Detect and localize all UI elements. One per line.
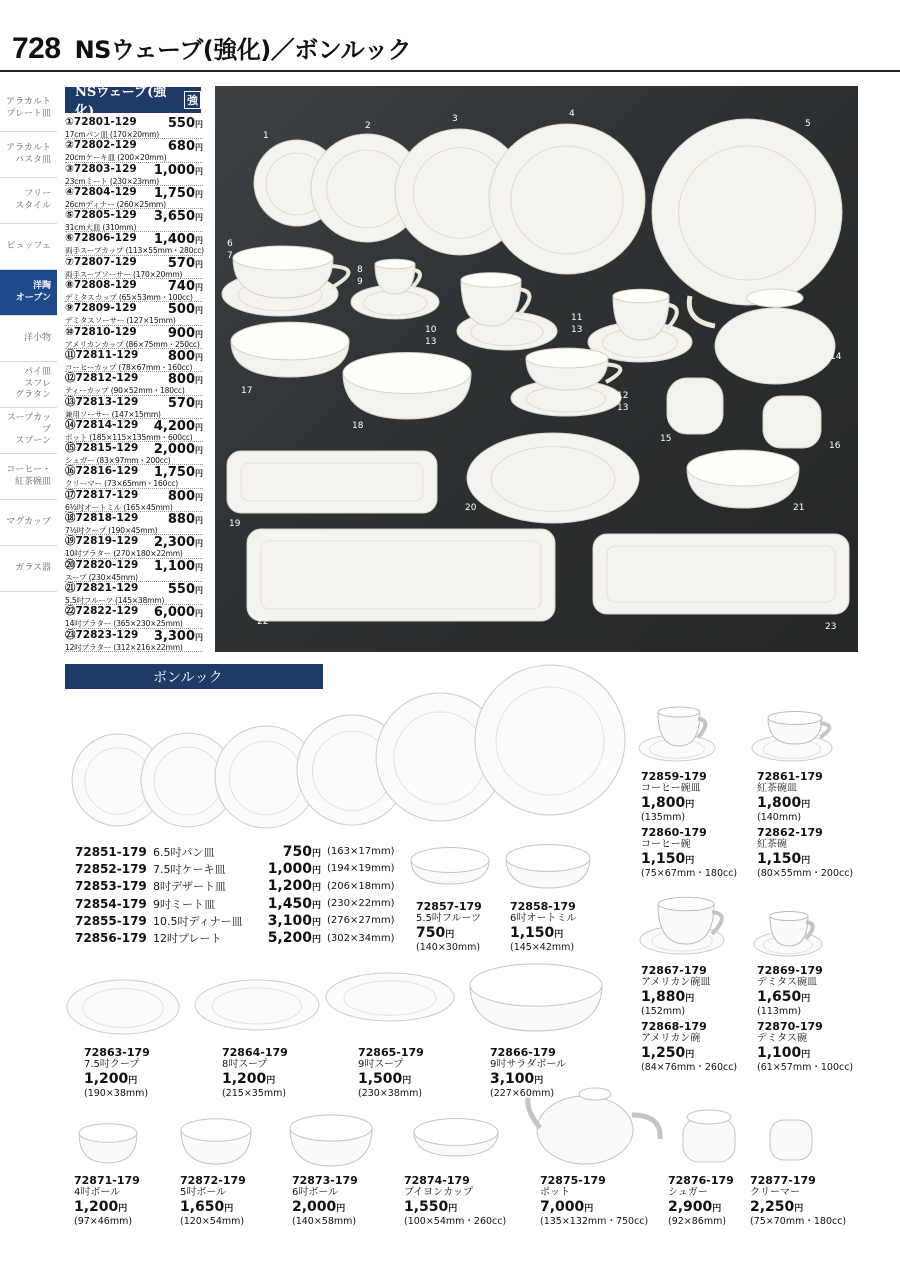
item-code: ⑨72809-129 [65,302,137,315]
product-price: 1,500円 [358,1071,412,1088]
sugar-72876-lid [687,1110,731,1124]
product-size: (190×38mm) [84,1087,149,1099]
product-price: 2,000円 [292,1199,346,1216]
plate-nm: 8吋デザート皿 [153,880,226,894]
product-name: デミタス碗皿 [757,977,817,989]
item-code: ⑤72805-129 [65,209,137,222]
sidebar-tab-3[interactable]: ビュッフェ [0,224,57,270]
product-price: 1,150円 [510,925,564,942]
item-price: 800円 [167,488,203,504]
product-price: 7,000円 [540,1199,594,1216]
product-name: ポット [540,1187,570,1199]
plate-sz: (302×34mm) [327,932,395,944]
product-size: (61×57mm・100cc) [757,1061,854,1073]
oatmeal-72858-rim [506,845,590,872]
photo-number-label: 7 [227,251,233,261]
product-name: コーヒー碗皿 [641,783,701,795]
item-desc: 26cmディナー (260×25mm) [65,199,166,209]
plate-code: 72854-179 [75,896,147,911]
item-price: 680円 [167,139,203,155]
item-code: ⑲72819-129 [65,535,139,548]
product-code: 72872-179 [180,1174,246,1187]
product-block [74,1174,140,1227]
plate-nm: 9吋ミート皿 [153,897,215,911]
product-price: 1,150円 [757,851,811,868]
photo-number-label: 15 [660,434,672,444]
plate-sz: (206×18mm) [327,880,395,892]
plate-code: 72853-179 [75,879,147,894]
item-price: 2,000円 [153,442,203,458]
item-price: 570円 [167,395,203,411]
product-name: 4吋ボール [74,1187,121,1199]
demitasse-72869-rim [770,911,808,920]
product-size: (215×35mm) [222,1087,287,1099]
tea-cup-72861-rim [768,712,822,725]
item-code: ⑮72815-129 [65,442,139,455]
item-desc: ティーカップ (90×52mm・180cc) [65,386,185,396]
product-block [757,964,823,1017]
bowl-72872-rim [181,1119,251,1141]
product-code: 72875-179 [540,1174,606,1187]
item-price: 900円 [167,325,203,341]
product-name: 5.5吋フルーツ [416,913,482,925]
product-price: 750円 [416,925,455,942]
photo-number-label: 8 [357,265,363,275]
photo-number-label: 5 [805,119,811,129]
item-code: ㉑72821-129 [65,581,139,594]
product-size: (92×86mm) [668,1215,727,1227]
plate-nm: 10.5吋ディナー皿 [153,914,243,928]
item-price: 1,750円 [153,185,203,201]
product-block [757,770,823,823]
item-price: 3,650円 [153,209,203,225]
product-block [180,1174,246,1227]
bonlook-plate-table [75,843,394,947]
product-block [757,1020,853,1073]
plate-sz: (163×17mm) [327,846,395,858]
item-price: 800円 [167,372,203,388]
photo-number-label: 20 [465,503,477,513]
product-code: 72861-179 [757,770,823,783]
sidebar-tab-2[interactable]: フリー スタイル [0,178,57,224]
page-number: 728 [12,32,61,65]
item-code: ④72804-129 [65,185,137,198]
product-block [292,1174,358,1227]
item-price: 2,300円 [153,535,203,551]
item-desc: 14吋プラター (365×230×25mm) [65,619,183,629]
photo-number-label: 9 [357,277,363,287]
item-desc: 7½吋クープ (190×45mm) [65,526,158,536]
item-desc: デミタスカップ (65×53mm・100cc) [65,293,193,303]
product-price: 2,900円 [668,1199,722,1216]
photo-number-label: 22 [257,617,269,627]
product-name: 9吋スープ [358,1059,404,1071]
product-price: 1,650円 [757,989,811,1006]
product-block [641,1020,737,1073]
item-desc: クリーマー (73×65mm・160cc) [65,479,179,489]
item-desc: 12吋プラター (312×216×22mm) [65,642,183,652]
product-name: シュガー [668,1187,708,1199]
product-code: 72877-179 [750,1174,816,1187]
product-size: (97×46mm) [74,1215,133,1227]
item-code: ①72801-129 [65,116,137,128]
photo-number-label: 13 [571,325,583,335]
product-price: 1,800円 [641,795,695,812]
product-size: (75×70mm・180cc) [750,1215,847,1227]
product-code: 72871-179 [74,1174,140,1187]
product-code: 72865-179 [358,1046,424,1059]
product-name: デミタス碗 [757,1033,807,1045]
product-price: 1,200円 [222,1071,276,1088]
product-code: 72873-179 [292,1174,358,1187]
item-price: 4,200円 [153,418,203,434]
product-size: (80×55mm・200cc) [757,867,854,879]
item-desc: ポット (185×115×135mm・600cc) [65,432,193,442]
photo-number-label: 12 [617,391,629,401]
photo-number-label: 13 [425,337,437,347]
item-desc: 両手スープソーサー (170×20mm) [65,269,183,279]
product-block [668,1174,734,1227]
sidebar-tab-4[interactable]: 洋陶 オーブン [0,270,57,316]
plate-nm: 6.5吋パン皿 [153,845,215,859]
item-desc: コーヒーカップ (78×67mm・160cc) [65,362,193,372]
item-code: ㉓72823-129 [65,628,139,641]
product-block [358,1046,424,1099]
product-block [641,770,707,823]
item-price: 740円 [167,279,203,295]
item-price: 550円 [167,116,203,131]
product-price: 1,880円 [641,989,695,1006]
item-price: 800円 [167,348,203,364]
item-code: ②72802-129 [65,139,137,152]
plate-pr: 3,100円 [267,912,321,929]
product-price: 2,250円 [750,1199,804,1216]
product-block [641,826,737,879]
photo-number-label: 6 [227,239,233,249]
item-code: ⑭72814-129 [65,418,139,431]
product-code: 72859-179 [641,770,707,783]
item-code: ⑫72812-129 [65,372,139,385]
photo-number-label: 4 [569,109,575,119]
photo-number-label: 17 [241,386,253,396]
product-name: クリーマー [750,1187,800,1199]
plate-nm: 7.5吋ケーキ皿 [153,862,226,876]
item-code: ③72803-129 [65,162,137,175]
product-code: 72863-179 [84,1046,150,1059]
product-size: (140×30mm) [416,941,481,953]
plate-row [75,929,394,946]
product-code: 72869-179 [757,964,823,977]
product-name: コーヒー碗 [641,839,691,851]
product-code: 72866-179 [490,1046,556,1059]
item-code: ⑬72813-129 [65,395,139,408]
product-block [490,1046,566,1099]
photo-number-label: 2 [365,121,371,131]
product-size: (120×54mm) [180,1215,245,1227]
photo-number-label: 13 [617,403,629,413]
plate-sz: (276×27mm) [327,915,395,927]
product-block [641,964,710,1017]
item-code: ⑥72806-129 [65,232,137,245]
product-size: (135mm) [641,811,686,823]
american-cup-72867-rim [658,897,714,910]
product-size: (135×132mm・750cc) [540,1215,649,1227]
item-desc: 31cm大皿 (310mm) [65,223,137,233]
sugar-72876 [683,1118,735,1162]
bowl-72871-rim [79,1124,137,1143]
photo-number-label: 16 [829,441,841,451]
product-block [540,1174,648,1227]
item-desc: スープ (230×45mm) [65,572,138,582]
item-code: ㉒72822-129 [65,605,139,618]
product-name: ブイヨンカップ [404,1187,473,1199]
item-desc: 両手スープカップ (113×55mm・280cc) [65,246,204,256]
item-desc: 5.5吋フルーツ (145×38mm) [65,595,165,605]
product-name: 5吋ボール [180,1187,227,1199]
item-price: 3,300円 [153,628,203,644]
plate-code: 72855-179 [75,913,147,928]
item-desc: 23cmミート (230×23mm) [65,176,160,186]
sidebar-tab-7[interactable]: スープカップ スプーン [0,408,57,454]
soup-72865 [326,973,454,1021]
product-name: 紅茶碗皿 [757,783,797,795]
product-code: 72874-179 [404,1174,470,1187]
item-price: 570円 [167,255,203,271]
product-size: (230×38mm) [358,1087,423,1099]
photo-number-label: 3 [452,114,458,124]
plate-code: 72856-179 [75,931,147,946]
product-block [757,826,853,879]
product-code: 72867-179 [641,964,707,977]
plate-sz: (194×19mm) [327,863,395,875]
fruit-bowl-72857-rim [411,848,489,873]
product-price: 1,650円 [180,1199,234,1216]
item-price: 880円 [167,512,203,528]
photo-number-label: 11 [571,313,583,323]
pot-72875-lid [579,1088,611,1100]
plate-row [75,895,394,912]
plate-code: 72851-179 [75,844,147,859]
sidebar-tab-9[interactable]: マグカップ [0,500,57,546]
photo-number-label: 14 [830,352,842,362]
item-desc: 兼用ソーサー (147×15mm) [65,409,161,419]
product-code: 72857-179 [416,900,482,913]
product-block [750,1174,846,1227]
product-name: 6吋ボール [292,1187,339,1199]
plate-row [75,843,394,860]
item-desc: 10吋プラター (270×180×22mm) [65,549,183,559]
product-size: (227×60mm) [490,1087,555,1099]
product-price: 3,100円 [490,1071,544,1088]
item-code: ⑦72807-129 [65,255,137,268]
product-name: アメリカン碗 [641,1033,701,1045]
sidebar-tab-8[interactable]: コーヒー・ 紅茶碗皿 [0,454,57,500]
section-title-bonlook: ボンルック [65,664,323,689]
plate-code: 72852-179 [75,861,147,876]
plate-pr: 1,000円 [267,860,321,877]
item-desc: 6½吋オートミル (165×45mm) [65,502,173,512]
product-price: 1,250円 [641,1045,695,1062]
item-desc: アメリカンカップ (86×75mm・250cc) [65,339,200,349]
item-code: ⑯72816-129 [65,465,139,478]
coffee-cup-72859-rim [658,707,700,717]
creamer-72877 [770,1120,812,1160]
product-name: 7.5吋クープ [84,1059,140,1071]
item-price: 1,000円 [153,162,203,178]
product-size: (113mm) [757,1005,802,1017]
product-code: 72870-179 [757,1020,823,1033]
item-code: ⑩72810-129 [65,325,137,338]
pot-72875 [537,1096,633,1164]
page-title: NSウェーブ(強化)／ボンルック [74,36,412,64]
sidebar-tab-1[interactable]: アラカルト パスタ皿 [0,132,57,178]
bouillon-cup-72874-rim [414,1119,498,1146]
salad-bowl-72866-rim [470,964,602,1006]
product-code: 72862-179 [757,826,823,839]
product-name: アメリカン碗皿 [641,977,711,989]
item-price: 550円 [167,581,203,597]
product-size: (84×76mm・260cc) [641,1061,738,1073]
item-code: ⑳72820-129 [65,558,139,571]
product-name: 6吋オートミル [510,913,577,925]
item-desc: 17cmパン皿 (170×20mm) [65,130,160,139]
item-code: ⑧72808-129 [65,279,137,292]
item-code: ⑪72811-129 [65,348,139,361]
pot-72875-spout [528,1098,540,1128]
product-price: 1,550円 [404,1199,458,1216]
plate-row [75,912,394,929]
product-size: (140×58mm) [292,1215,357,1227]
product-name: 9吋サラダボール [490,1059,567,1071]
product-block [404,1174,506,1227]
product-code: 72864-179 [222,1046,288,1059]
product-price: 1,800円 [757,795,811,812]
product-size: (145×42mm) [510,941,575,953]
photo-number-label: 21 [793,503,805,513]
item-desc: シュガー (83×97mm・200cc) [65,456,171,466]
product-size: (75×67mm・180cc) [641,867,738,879]
product-size: (100×54mm・260cc) [404,1215,507,1227]
product-code: 72868-179 [641,1020,707,1033]
photo-number-label: 19 [229,519,241,529]
sidebar-tab-10[interactable]: ガラス器 [0,546,57,592]
plate-sz: (230×22mm) [327,898,395,910]
plate-pr: 1,450円 [267,895,321,912]
item-price: 500円 [167,302,203,318]
plate-row [75,878,394,895]
photo-number-label: 23 [825,622,837,632]
product-price: 1,150円 [641,851,695,868]
photo-number-label: 1 [263,131,269,141]
product-code: 72860-179 [641,826,707,839]
item-code: ⑱72818-129 [65,512,139,525]
item-desc: 20cmケーキ皿 (200×20mm) [65,153,167,163]
sidebar-tab-5[interactable]: 洋小物 [0,316,57,362]
plate-row [75,860,394,877]
product-price: 1,100円 [757,1045,811,1062]
reinforced-badge: 強 [184,91,201,109]
product-code: 72858-179 [510,900,576,913]
section-title-text: NSウェーブ(強化) [75,85,167,119]
item-price: 1,100円 [153,558,203,574]
product-block [84,1046,150,1099]
item-price: 6,000円 [153,605,203,621]
pot-72875-handle [632,1115,660,1139]
item-code: ⑰72817-129 [65,488,139,501]
plate-pr: 750円 [282,843,321,860]
item-price: 1,400円 [153,232,203,248]
product-block [416,900,482,953]
product-price: 1,200円 [84,1071,138,1088]
sidebar-tab-6[interactable]: パイ皿 スフレ グラタン [0,362,57,408]
plate-pr: 5,200円 [267,930,321,947]
item-desc: デミタスソーサー (127×15mm) [65,316,176,326]
product-name: 紅茶碗 [757,839,787,851]
bowl-72873-rim [290,1115,372,1141]
plate-nm: 12吋プレート [153,932,222,946]
product-size: (140mm) [757,811,802,823]
sidebar-tab-0[interactable]: アラカルト プレート皿 [0,86,57,132]
product-block [510,900,576,953]
product-block [222,1046,288,1099]
item-price: 1,750円 [153,465,203,481]
photo-number-label: 10 [425,325,437,335]
product-name: 8吋スープ [222,1059,268,1071]
product-code: 72876-179 [668,1174,734,1187]
photo-number-label: 18 [352,421,364,431]
product-price: 1,200円 [74,1199,128,1216]
plate-pr: 1,200円 [267,878,321,895]
product-size: (152mm) [641,1005,686,1017]
